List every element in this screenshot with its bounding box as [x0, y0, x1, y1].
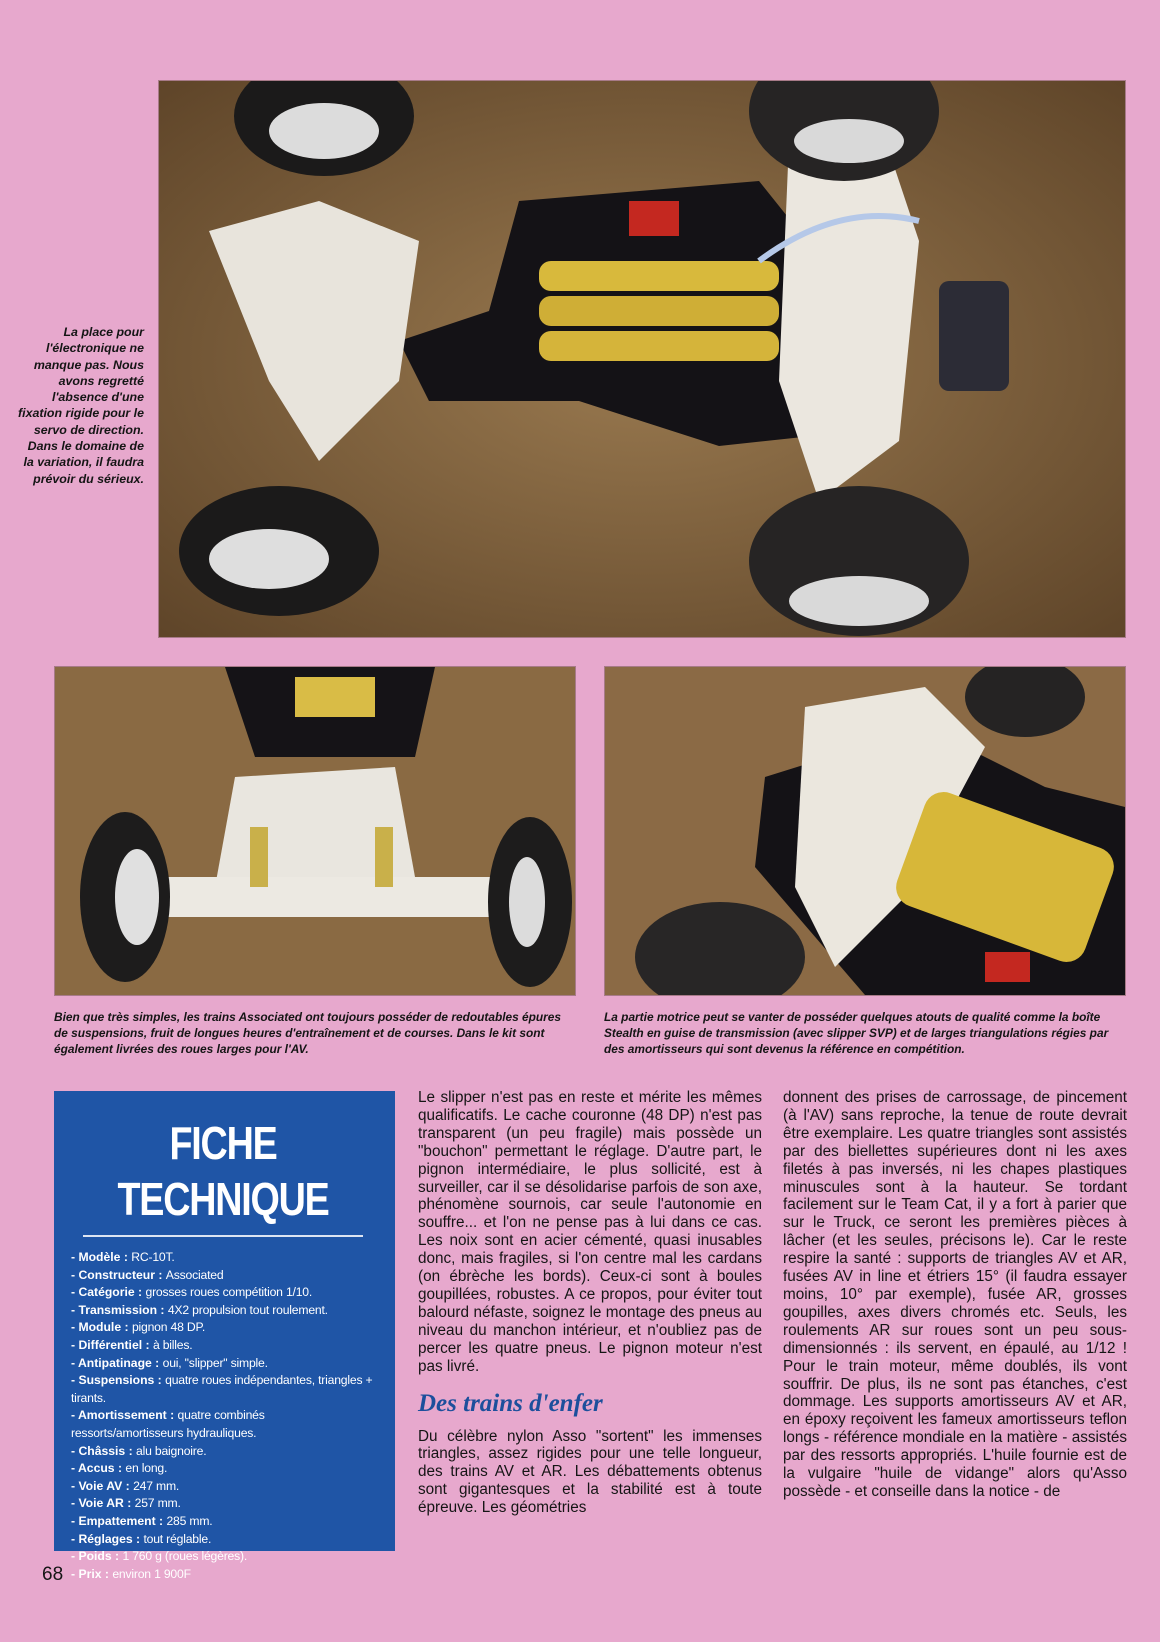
spec-item	[71, 1460, 375, 1478]
page-number: 68	[42, 1564, 64, 1585]
spec-item	[71, 1267, 375, 1285]
spec-value: 247 mm.	[133, 1478, 180, 1493]
spec-label: - Différentiel :	[71, 1337, 153, 1352]
spec-label: - Module :	[71, 1320, 132, 1335]
spec-value: tout réglable.	[143, 1531, 212, 1546]
spec-item	[71, 1355, 375, 1373]
fiche-technique-box	[54, 1091, 395, 1581]
spec-value: 257 mm.	[134, 1496, 181, 1511]
spec-value: en long.	[125, 1461, 168, 1476]
spec-item	[71, 1284, 375, 1302]
article-paragraph: Le slipper n'est pas en reste et mérite les mêmes qualificatifs. Le cache couronne (48 DP) n'est pas transparent (un peu fragile) mais possède un "bouchon" permettant le réglage. D'autre part, le pignon intermédiaire, le plus sollicité, est à surveiller, car il se désolidarise parfois de son axe, phénomène sournois, car seule l'autonomie en souffre... et l'on ne pense pas à lui dans ce cas. Les noix sont en acier cémenté, quasi inusables donc, mais fragiles, si l'on centre mal les cardans (on ébrèche les bords). Ceux-ci sont à boules goupillées, robustes. A ce propos, pour éviter tout balourd néfaste, soignez le montage des pneus au niveau du manchon intérieur, et n'oubliez pas de percer les quatre pneus. Le pignon moteur n'est pas livré.	[418, 1089, 762, 1375]
spec-value: oui, "slipper" simple.	[162, 1355, 268, 1370]
spec-value: 4X2 propulsion tout roulement.	[167, 1302, 328, 1317]
spec-item	[71, 1531, 375, 1549]
spec-item	[71, 1337, 375, 1355]
spec-value: environ 1 900F	[112, 1566, 191, 1581]
spec-label: - Amortissement :	[71, 1408, 178, 1423]
front-suspension-photo	[54, 666, 576, 996]
spec-label: - Réglages :	[71, 1531, 144, 1546]
spec-item	[71, 1513, 375, 1531]
spec-label: - Antipatinage :	[71, 1355, 163, 1370]
spec-label: - Empattement :	[71, 1513, 167, 1528]
spec-value: grosses roues compétition 1/10.	[145, 1285, 313, 1300]
section-heading: Des trains d'enfer	[418, 1389, 603, 1417]
spec-value: 285 mm.	[166, 1513, 213, 1528]
spec-label: - Modèle :	[71, 1250, 132, 1264]
spec-label: - Voie AV :	[71, 1478, 134, 1493]
rear-transmission-photo	[604, 666, 1126, 996]
front-suspension-caption: Bien que très simples, les trains Associated ont toujours posséder de redoutables épures de suspensions, fruit de longues heures d'entraînement et de courses. Dans le kit sont également livrées des roues larges pour l'AV.	[54, 1010, 562, 1057]
spec-label: - Poids :	[71, 1549, 123, 1564]
spec-item	[71, 1249, 375, 1267]
fiche-divider	[83, 1235, 363, 1237]
spec-value: alu baignoire.	[136, 1443, 207, 1458]
spec-value: quatre combinés ressorts/amortisseurs hydrauliques.	[71, 1408, 265, 1440]
spec-item	[71, 1319, 375, 1337]
spec-value: RC-10T.	[131, 1250, 175, 1264]
spec-label: - Châssis :	[71, 1443, 137, 1458]
spec-item	[71, 1302, 375, 1320]
spec-label: - Prix :	[71, 1566, 113, 1581]
main-photo	[158, 80, 1126, 638]
rear-transmission-caption: La partie motrice peut se vanter de posséder quelques atouts de qualité comme la boîte Stealth en guise de transmission (avec slipper SVP) et de larges triangulations régies par des amortisseurs qui sont devenus la référence en compétition.	[604, 1010, 1109, 1057]
spec-item	[71, 1548, 375, 1566]
spec-value: pignon 48 DP.	[131, 1320, 206, 1335]
spec-value: à billes.	[152, 1337, 193, 1352]
article-paragraph: donnent des prises de carrossage, de pincement (à l'AV) sans reproche, la tenue de route devrait être exemplaire. Les quatre triangles sont assistés par des biellettes supérieures dont ni les axes filetés à pas inversés, ni les chapes plastiques minuscules sont à la hauteur. Se tordant facilement sur le Team Cat, il y a fort à parier que sur le Truck, ce seront les premières pièces à lâcher (et les seules, précisons le). Car le reste respire la santé : supports de triangles AV et AR, fusées AV in line et étriers 15° (il faudra essayer moins, 10° par exemple), fusée AR, grosses goupilles, axes divers chromés etc. Seuls, les roulements AR sur roues sont un peu sous-dimensionnés : ils servent, en épaulé, au 1/12 ! Pour le train moteur, même doublés, ils vont souffrir. De plus, ils ne sont pas étanches, c'est dommage. Les supports amortisseurs AV et AR, en époxy reçoivent les fameux amortisseurs teflon longs - référence mondiale en la matière - assistés par des ressorts appropriés. L'huile fournie est de la vulgaire "huile de vidange" alors qu'Asso possède - et conseille dans la notice - de	[783, 1089, 1127, 1500]
article-column-2	[783, 1089, 1127, 1501]
spec-label: - Transmission :	[71, 1302, 168, 1317]
spec-value: 1 760 g (roues légères).	[122, 1549, 248, 1564]
fiche-title: FICHE TECHNIQUE	[117, 1117, 329, 1225]
spec-item	[71, 1407, 375, 1442]
spec-label: - Catégorie :	[71, 1285, 146, 1300]
spec-item	[71, 1443, 375, 1461]
main-photo-caption: La place pour l'électronique ne manque pas. Nous avons regretté l'absence d'une fixation rigide pour le servo de direction. Dans le domaine de la variation, il faudra prévoir du sérieux.	[18, 325, 144, 486]
article-paragraph: Du célèbre nylon Asso "sortent" les immenses triangles, assez rigides pour une telle longueur, des trains AV et AR. Les débattements obtenus sont gigantesques et la stabilité est à toute épreuve. Les géométries	[418, 1427, 762, 1517]
spec-item	[71, 1478, 375, 1496]
spec-item	[71, 1495, 375, 1513]
spec-label: - Constructeur :	[71, 1267, 166, 1282]
spec-item	[71, 1372, 375, 1407]
spec-value: quatre roues indépendantes, triangles + tirants.	[71, 1373, 373, 1405]
spec-label: - Suspensions :	[71, 1373, 166, 1388]
spec-list	[71, 1249, 375, 1583]
spec-label: - Voie AR :	[71, 1496, 135, 1511]
spec-value: Associated	[165, 1267, 224, 1282]
spec-item	[71, 1566, 375, 1584]
article-column-1	[418, 1089, 762, 1517]
spec-label: - Accus :	[71, 1461, 126, 1476]
